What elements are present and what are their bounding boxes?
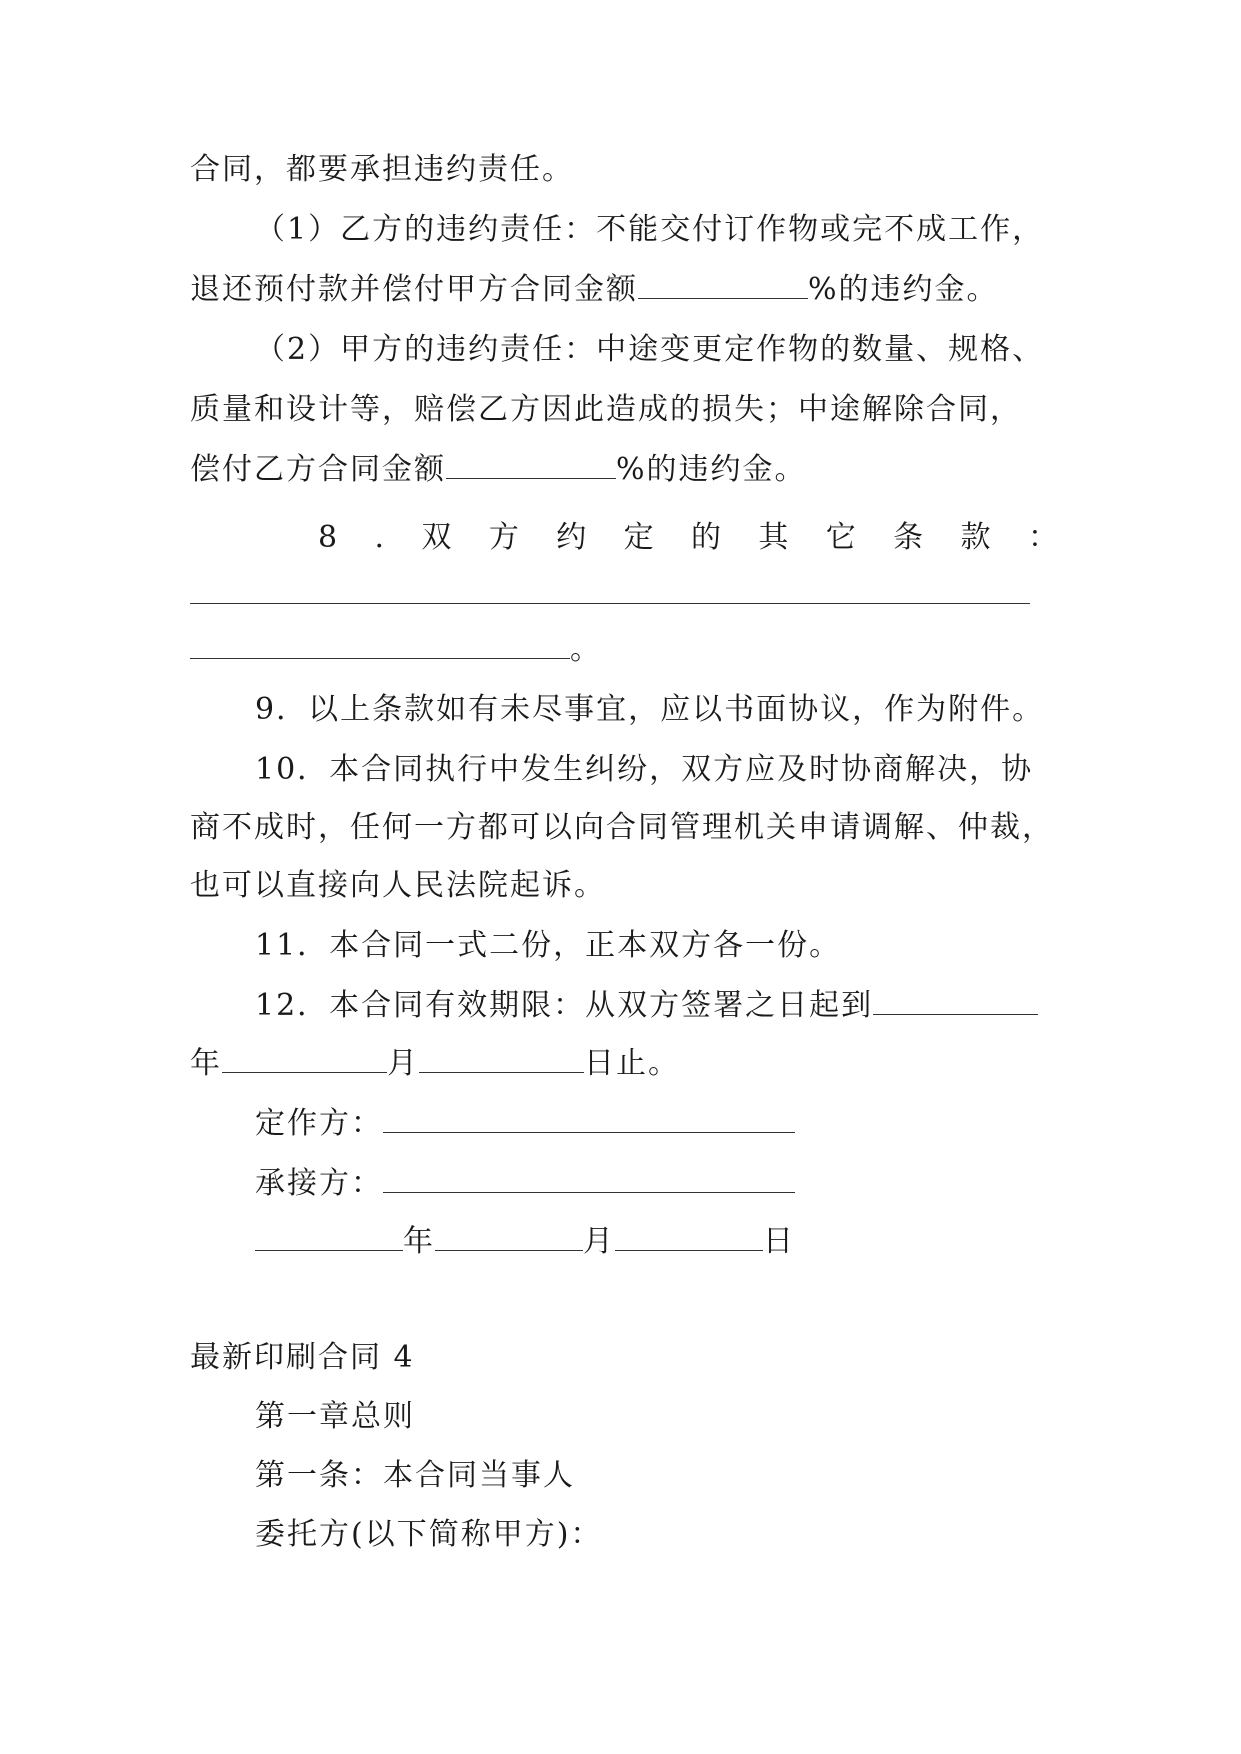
fill-in-blank <box>222 1044 387 1073</box>
signature-blank <box>383 1104 795 1133</box>
spaced-char: 方 <box>488 520 519 555</box>
date-line <box>255 1222 795 1262</box>
paragraph-line: （1）乙方的违约责任：不能交付订作物或完不成工作， <box>255 212 1045 247</box>
fill-in-blank <box>446 450 616 479</box>
paragraph-line <box>190 1044 680 1084</box>
month-blank <box>435 1222 583 1251</box>
text-fragment: 。 <box>570 632 602 667</box>
date-month-label: 月 <box>583 1224 615 1259</box>
text-fragment: %的违约金。 <box>808 272 999 307</box>
spaced-char: 8 <box>318 520 338 555</box>
fill-in-line <box>190 603 1030 604</box>
chapter-heading: 第一章总则 <box>255 1399 415 1434</box>
signature-line-contractor <box>255 1164 795 1204</box>
fill-in-blank <box>873 986 1038 1015</box>
article-heading: 第一条：本合同当事人 <box>255 1458 575 1493</box>
text-fragment: 月 <box>387 1046 419 1081</box>
spaced-char: 的 <box>690 520 721 555</box>
fill-in-blank <box>419 1044 584 1073</box>
spaced-char: ： <box>1027 520 1058 555</box>
paragraph-line: 合同，都要承担违约责任。 <box>190 152 574 187</box>
fill-in-blank <box>190 630 570 659</box>
date-year-label: 年 <box>403 1224 435 1259</box>
text-fragment: 日止。 <box>584 1046 680 1081</box>
day-blank <box>615 1222 763 1251</box>
spaced-char: 双 <box>421 520 452 555</box>
paragraph-line: 商不成时，任何一方都可以向合同管理机关申请调解、仲裁， <box>190 810 1054 845</box>
signature-blank <box>383 1164 795 1193</box>
paragraph-line <box>190 630 602 670</box>
paragraph-line <box>190 450 807 490</box>
paragraph-line <box>255 986 1038 1026</box>
spaced-char: 约 <box>556 520 587 555</box>
signature-label: 承接方： <box>255 1166 383 1201</box>
paragraph-line <box>190 270 999 310</box>
paragraph-line: （2）甲方的违约责任：中途变更定作物的数量、规格、 <box>255 332 1045 367</box>
paragraph-line: 质量和设计等，赔偿乙方因此造成的损失；中途解除合同， <box>190 392 1022 427</box>
text-fragment: 偿付乙方合同金额 <box>190 452 446 487</box>
paragraph-line: 11．本合同一式二份，正本双方各一份。 <box>255 928 842 963</box>
text-fragment: 退还预付款并偿付甲方合同金额 <box>190 272 638 307</box>
fill-in-blank <box>638 270 808 299</box>
text-fragment: 年 <box>190 1046 222 1081</box>
spaced-heading-line <box>318 518 1058 558</box>
paragraph-line: 委托方(以下简称甲方)： <box>255 1517 603 1552</box>
section-title: 最新印刷合同 4 <box>190 1340 415 1375</box>
text-fragment: 12．本合同有效期限：从双方签署之日起到 <box>255 988 874 1023</box>
signature-line-orderer <box>255 1104 795 1144</box>
paragraph-line: 也可以直接向人民法院起诉。 <box>190 868 606 903</box>
date-day-label: 日 <box>763 1224 795 1259</box>
spaced-char: 条 <box>893 520 924 555</box>
spaced-char: 它 <box>825 520 856 555</box>
year-blank <box>255 1222 403 1251</box>
spaced-char: 定 <box>623 520 654 555</box>
paragraph-line: 9．以上条款如有未尽事宜，应以书面协议，作为附件。 <box>255 692 1045 727</box>
spaced-char: 款 <box>960 520 991 555</box>
signature-label: 定作方： <box>255 1106 383 1141</box>
paragraph-line: 10．本合同执行中发生纠纷，双方应及时协商解决，协 <box>255 752 1034 787</box>
text-fragment: %的违约金。 <box>616 452 807 487</box>
spaced-char: 其 <box>758 520 789 555</box>
spaced-char: . <box>374 520 385 555</box>
